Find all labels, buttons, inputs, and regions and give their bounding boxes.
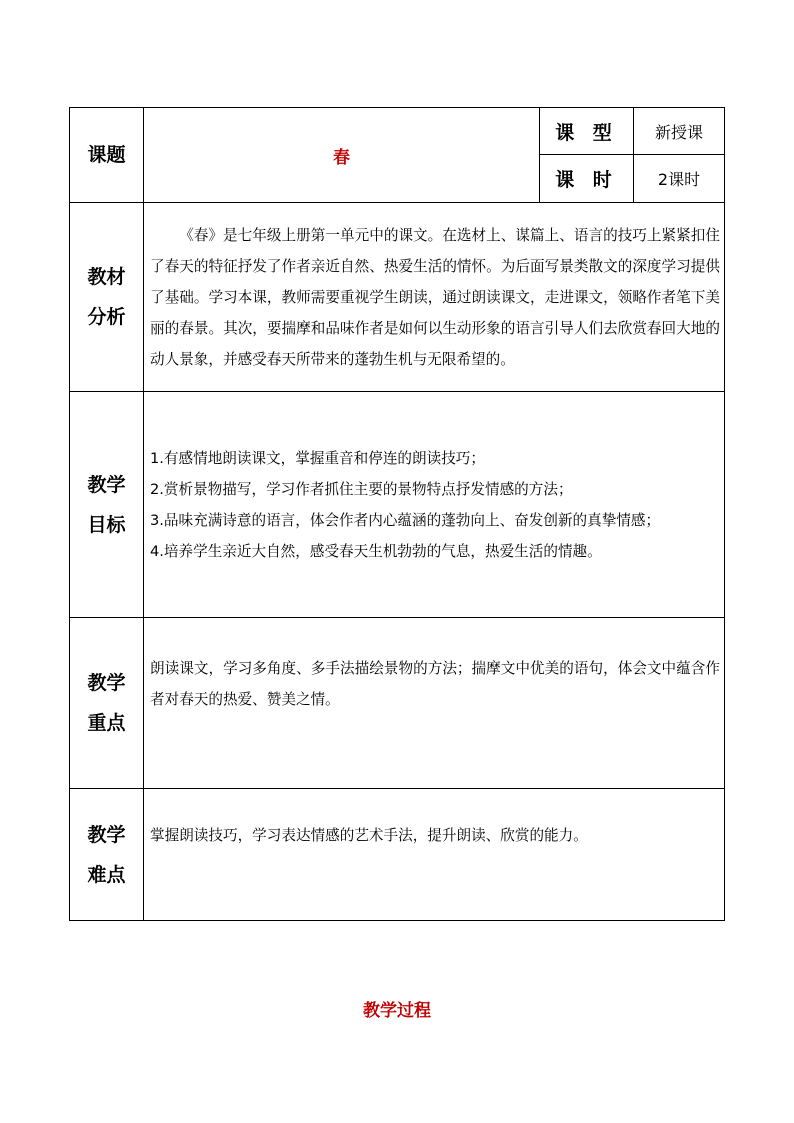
lesson-plan-table <box>69 107 725 921</box>
material-analysis-label-line2: 分析 <box>87 306 126 328</box>
teaching-goals-label-line1: 教学 <box>87 473 126 496</box>
difficulties-label-line2: 难点 <box>87 863 126 886</box>
material-analysis-text: 《春》是七年级上册第一单元中的课文。在选材上、谋篇上、语言的技巧上紧紧扣住了春天的特征抒发了作者亲近自然、热爱生活的情怀。为后面写景类散文的深度学习提供了基础。学习本课，教师需要重视学生朗读，通过朗读课文，走进课文，领略作者笔下美丽的春景。其次，要揣摩和品味作者是如何以生动形象的语言引导人们去欣赏春回大地的动人景象，并感受春天所带来的蓬勃生机与无限希望的。 <box>150 226 720 368</box>
hours-label-cell <box>540 155 634 203</box>
teaching-goals-label-cell <box>70 392 144 618</box>
type-value: 新授课 <box>654 122 703 142</box>
type-value-cell <box>634 108 725 155</box>
difficulties-label-line1: 教学 <box>87 823 126 846</box>
type-label-cell <box>540 108 634 155</box>
difficulties-content <box>144 789 725 921</box>
type-label: 课 型 <box>555 121 618 144</box>
hours-value: 2课时 <box>657 170 701 189</box>
material-analysis-label-cell <box>70 203 144 392</box>
key-points-label-line1: 教学 <box>87 672 126 694</box>
key-points-label-cell <box>70 618 144 789</box>
teaching-goal-item: 4.培养学生亲近大自然，感受春天生机勃勃的气息，热爱生活的情趣。 <box>150 542 602 560</box>
material-analysis-content <box>144 203 725 392</box>
topic-label: 课题 <box>87 144 126 166</box>
key-points-content <box>144 618 725 789</box>
topic-title-cell <box>144 108 540 203</box>
teaching-goal-item: 3.品味充满诗意的语言，体会作者内心蕴涵的蓬勃向上、奋发创新的真挚情感； <box>150 511 661 529</box>
difficulties-label-cell <box>70 789 144 921</box>
key-points-text: 朗读课文，学习多角度、多手法描绘景物的方法；揣摩文中优美的语句，体会文中蕴含作者对春天的热爱、赞美之情。 <box>150 660 720 708</box>
material-analysis-label-line1: 教材 <box>87 266 126 288</box>
hours-value-cell <box>634 155 725 203</box>
topic-label-cell <box>70 108 144 203</box>
teaching-goals-content <box>144 392 725 618</box>
hours-label: 课 时 <box>555 169 618 191</box>
difficulties-text: 掌握朗读技巧，学习表达情感的艺术手法，提升朗读、欣赏的能力。 <box>150 827 588 844</box>
teaching-goal-item: 1.有感情地朗读课文，掌握重音和停连的朗读技巧； <box>150 449 485 467</box>
key-points-label-line2: 重点 <box>87 712 126 734</box>
teaching-goal-item: 2.赏析景物描写，学习作者抓住主要的景物特点抒发情感的方法； <box>150 480 573 498</box>
topic-title: 春 <box>333 147 350 168</box>
teaching-goals-label-line2: 目标 <box>87 513 126 536</box>
teaching-process-title: 教学过程 <box>363 1001 431 1021</box>
